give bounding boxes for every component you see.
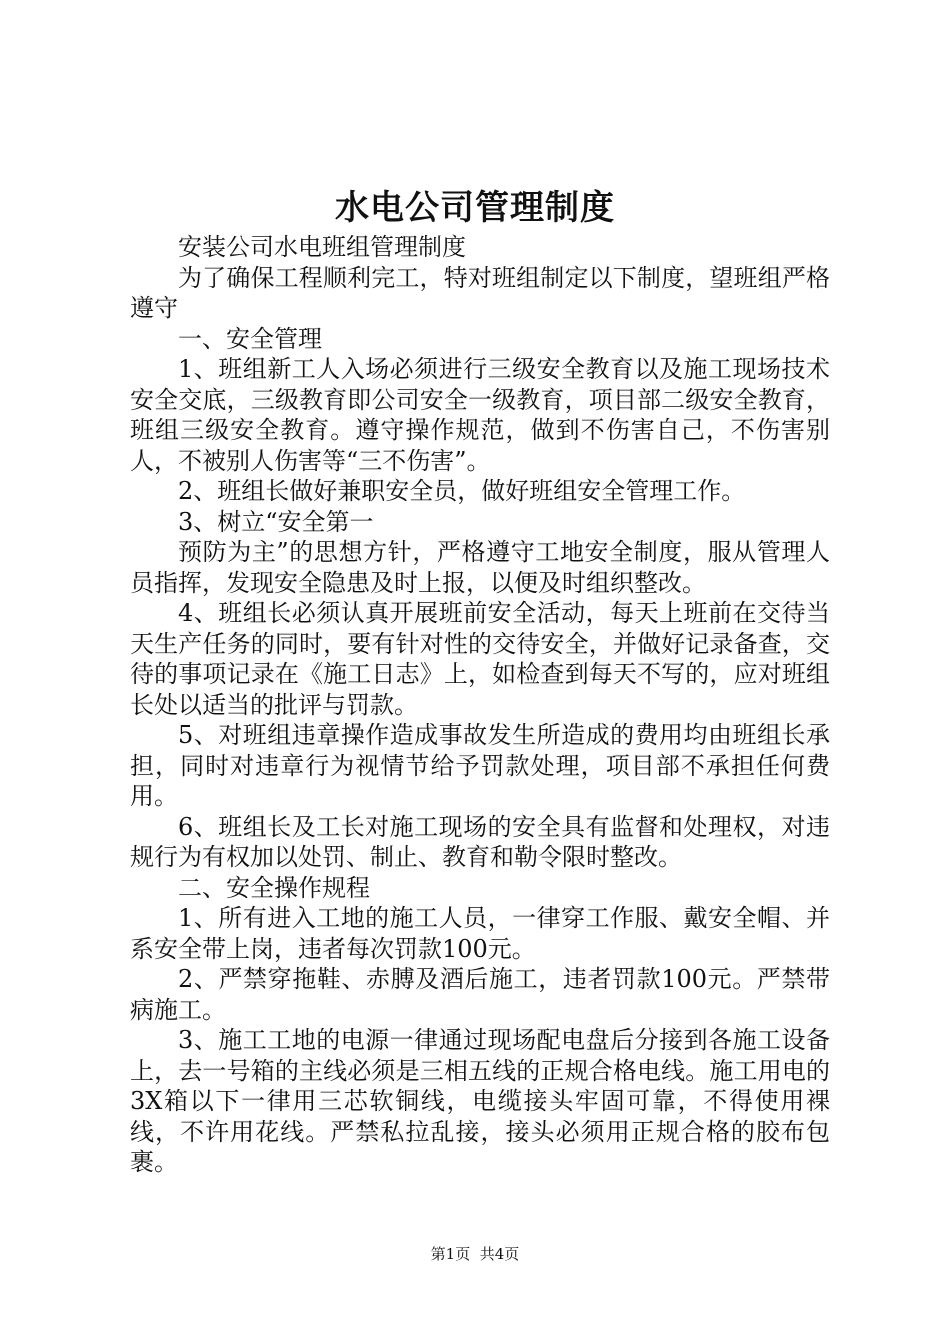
page-footer bbox=[0, 1244, 950, 1264]
paragraph-item: 2、严禁穿拖鞋、赤膊及酒后施工，违者罚款100元。严禁带病施工。 bbox=[130, 965, 830, 1024]
section-heading-operation-rules: 二、安全操作规程 bbox=[178, 873, 370, 902]
paragraph-item: 2、班组长做好兼职安全员，做好班组安全管理工作。 bbox=[178, 477, 746, 505]
paragraph-item: 预防为主”的思想方针，严格遵守工地安全制度，服从管理人员指挥，发现安全隐患及时上报，以便及时组织整改。 bbox=[130, 538, 830, 597]
paragraph-item: 3、树立“安全第一 bbox=[178, 507, 374, 536]
paragraph-item: 1、班组新工人入场必须进行三级安全教育以及施工现场技术安全交底，三级教育即公司安全一级教育，项目部二级安全教育，班组三级安全教育。遵守操作规范，做到不伤害自己，不伤害别人，不被别人伤害等“三不伤害”。 bbox=[130, 355, 830, 475]
paragraph-item: 4、班组长必须认真开展班前安全活动，每天上班前在交待当天生产任务的同时，要有针对性的交待安全，并做好记录备查，交待的事项记录在《施工日志》上，如检查到每天不写的，应对班组长处以适当的批评与罚款。 bbox=[130, 599, 830, 719]
paragraph-intro: 为了确保工程顺利完工，特对班组制定以下制度，望班组严格遵守 bbox=[130, 263, 830, 322]
paragraph-item: 5、对班组违章操作造成事故发生所造成的费用均由班组长承担，同时对违章行为视情节给予罚款处理，项目部不承担任何费用。 bbox=[130, 721, 830, 810]
document-body bbox=[130, 232, 830, 1178]
paragraph-item: 1、所有进入工地的施工人员，一律穿工作服、戴安全帽、并系安全带上岗，违者每次罚款100元。 bbox=[130, 904, 830, 963]
page-total: 共4页 bbox=[479, 1245, 520, 1263]
page-number: 第1页 bbox=[430, 1245, 471, 1263]
document-title: 水电公司管理制度 bbox=[335, 188, 615, 228]
section-heading-safety-management: 一、安全管理 bbox=[178, 324, 322, 353]
paragraph-item: 3、施工工地的电源一律通过现场配电盘后分接到各施工设备上，去一号箱的主线必须是三相五线的正规合格电线。施工用电的3X箱以下一律用三芯软铜线，电缆接头牢固可靠，不得使用裸线，不许用花线。严禁私拉乱接，接头必须用正规合格的胶布包裹。 bbox=[130, 1026, 830, 1176]
paragraph-subtitle: 安装公司水电班组管理制度 bbox=[178, 233, 466, 261]
paragraph-item: 6、班组长及工长对施工现场的安全具有监督和处理权，对违规行为有权加以处罚、制止、教育和勒令限时整改。 bbox=[130, 812, 830, 871]
